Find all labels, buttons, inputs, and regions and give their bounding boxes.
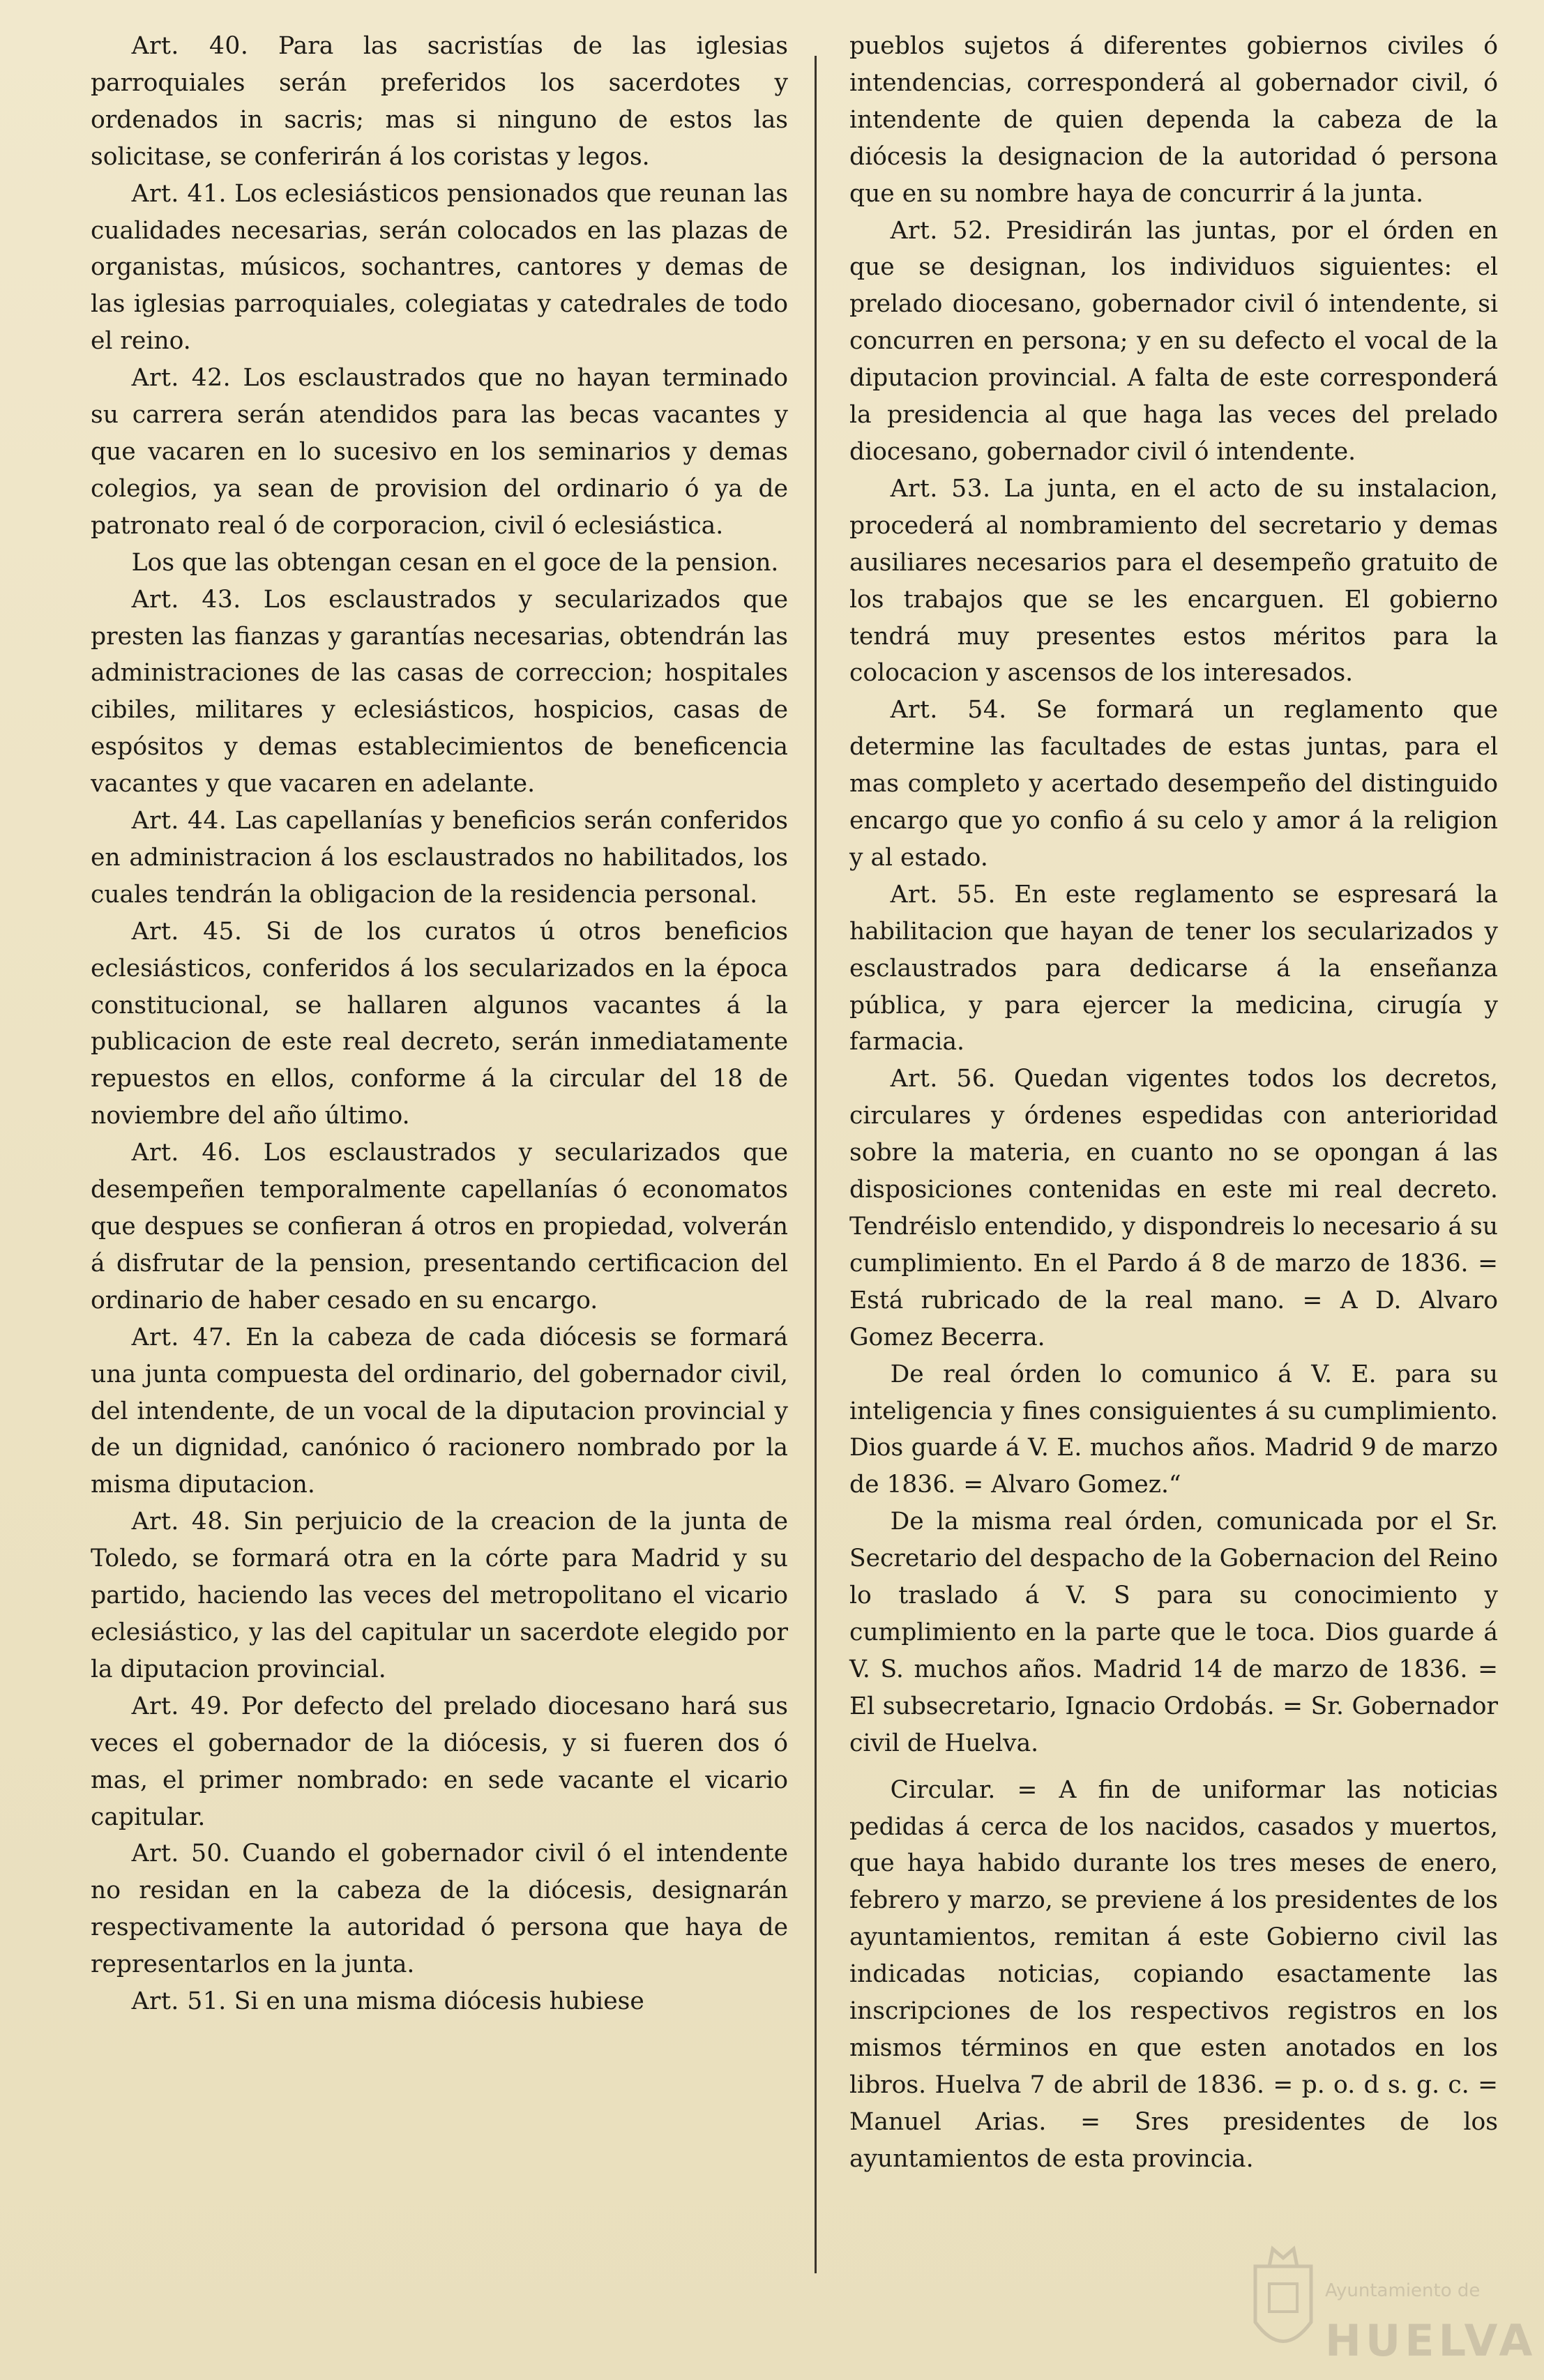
article-51-cont: pueblos sujetos á diferentes gobiernos civiles ó intendencias, corresponderá al gobernador civil, ó intendente de quien dependa la cabeza de la diócesis la designacion de la autoridad ó persona que en su nombre haya de concurrir á la junta.: [849, 32, 1498, 208]
transfer-paragraph: De la misma real órden, comunicada por el Sr. Secretario del despacho de la Gobernacion del Reino lo traslado á V. S para su conocimiento y cumplimiento en la parte que le toca. Dios guarde á V. S. muchos años. Madrid 14 de marzo de 1836. = El subsecretario, Ignacio Ordobás. = Sr. Gobernador civil de Huelva.: [849, 1508, 1499, 1757]
column-divider: [815, 56, 817, 2273]
royal-order-paragraph: De real órden lo comunico á V. E. para su inteligencia y fines consiguientes á su cumplimiento. Dios guarde á V. E. muchos años. Madrid 9 de marzo de 1836. = Alvaro Gomez.“: [849, 1360, 1498, 1499]
article-53: Art. 53. La junta, en el acto de su instalacion, procederá al nombramiento del secretario y demas ausiliares necesarios para el desempeño gratuito de los trabajos que se les encarguen. El gobierno tendrá muy presentes estos méritos para la colocacion y ascensos de los interesados.: [849, 474, 1499, 688]
left-column: [91, 28, 788, 2020]
watermark-name: HUELVA: [1325, 2315, 1537, 2366]
article-41: Art. 41. Los eclesiásticos pensionados que reunan las cualidades necesarias, serán colocados en las plazas de organistas, músicos, sochantres, cantores y demas de las iglesias parroquiales, colegiatas y catedrales de todo el reino.: [91, 179, 788, 356]
article-42: Art. 42. Los esclaustrados que no hayan terminado su carrera serán atendidos para las becas vacantes y que vacaren en lo sucesivo en los seminarios y demas colegios, ya sean de provision del ordinario ó ya de patronato real ó de corporacion, civil ó eclesiástica.: [91, 364, 789, 540]
watermark-top-text: Ayuntamiento de: [1325, 2280, 1481, 2301]
right-column: [849, 28, 1498, 2178]
article-47: Art. 47. En la cabeza de cada diócesis se formará una junta compuesta del ordinario, del gobernador civil, del intendente, de un vocal de la diputacion provincial y de un dignidad, canónico ó racionero nombrado por la misma diputacion.: [91, 1323, 789, 1499]
article-50: Art. 50. Cuando el gobernador civil ó el intendente no residan en la cabeza de la diócesis, designarán respectivamente la autoridad ó persona que haya de representarlos en la junta.: [91, 1840, 789, 1979]
article-52: Art. 52. Presidirán las juntas, por el órden en que se designan, los individuos siguientes: el prelado diocesano, gobernador civil ó intendente, si concurren en persona; y en su defecto el vocal de la diputacion provincial. A falta de este corresponderá la presidencia al que haga las veces del prelado diocesano, gobernador civil ó intendente.: [849, 216, 1499, 466]
article-45: Art. 45. Si de los curatos ú otros beneficios eclesiásticos, conferidos á los secularizados en la época constitucional, se hallaren algunos vacantes á la publicacion de este real decreto, serán inmediatamente repuestos en ellos, conforme á la circular del 18 de noviembre del año último.: [91, 917, 789, 1130]
article-49: Art. 49. Por defecto del prelado diocesano hará sus veces el gobernador de la diócesis, y si fueren dos ó mas, el primer nombrado: en sede vacante el vicario capitular.: [91, 1692, 788, 1831]
article-46: Art. 46. Los esclaustrados y secularizados que desempeñen temporalmente capellanías ó economatos que despues se confieran á otros en propiedad, volverán á disfrutar de la pension, presentando certificacion del ordinario de haber cesado en su encargo.: [91, 1139, 788, 1314]
coat-of-arms-icon: [1248, 2238, 1318, 2371]
article-56: Art. 56. Quedan vigentes todos los decretos, circulares y órdenes espedidas con anterioridad sobre la materia, en cuanto no se opongan á las disposiciones contenidas en este mi real decreto. Tendréislo entendido, y dispondreis lo necesario á su cumplimiento. En el Pardo á 8 de marzo de 1836. = Está rubricado de la real mano. = A D. Alvaro Gomez Becerra.: [849, 1065, 1499, 1351]
article-51: Art. 51. Si en una misma diócesis hubiese: [131, 1987, 644, 2016]
article-55: Art. 55. En este reglamento se espresará la habilitacion que hayan de tener los secularizados y esclaustrados para dedicarse á la enseñanza pública, y para ejercer la medicina, cirugía y farmacia.: [849, 880, 1498, 1056]
circular-paragraph: Circular. = A fin de uniformar las noticias pedidas á cerca de los nacidos, casados y muertos, que haya habido durante los tres meses de enero, febrero y marzo, se previene á los presidentes de los ayuntamientos, remitan á este Gobierno civil las indicadas noticias, copiando esactamente las inscripciones de los respectivos registros en los mismos términos en que esten anotados en los libros. Huelva 7 de abril de 1836. = p. o. d s. g. c. = Manuel Arias. = Sres presidentes de los ayuntamientos de esta provincia.: [849, 1775, 1498, 2173]
article-44: Art. 44. Las capellanías y beneficios serán conferidos en administracion á los esclaustrados no habilitados, los cuales tendrán la obligacion de la residencia personal.: [91, 807, 789, 909]
article-54: Art. 54. Se formará un reglamento que determine las facultades de estas juntas, para el mas completo y acertado desempeño del distinguido encargo que yo confio á su celo y amor á la religion y al estado.: [849, 696, 1498, 872]
article-42-cont: Los que las obtengan cesan en el goce de la pension.: [131, 548, 779, 577]
article-43: Art. 43. Los esclaustrados y secularizados que presten las fianzas y garantías necesarias, obtendrán las administraciones de las casas de correccion; hospitales cibiles, militares y eclesiásticos, hospicios, casas de espósitos y demas establecimientos de beneficencia vacantes y que vacaren en adelante.: [91, 585, 788, 798]
article-40: Art. 40. Para las sacristías de las iglesias parroquiales serán preferidos los sacerdotes y ordenados in sacris; mas si ninguno de estos las solicitase, se conferirán á los coristas y legos.: [91, 32, 788, 171]
huelva-watermark: [1248, 2238, 1537, 2378]
article-48: Art. 48. Sin perjuicio de la creacion de la junta de Toledo, se formará otra en la córte para Madrid y su partido, haciendo las veces del metropolitano el vicario eclesiástico, y las del capitular un sacerdote elegido por la diputacion provincial.: [91, 1508, 789, 1683]
